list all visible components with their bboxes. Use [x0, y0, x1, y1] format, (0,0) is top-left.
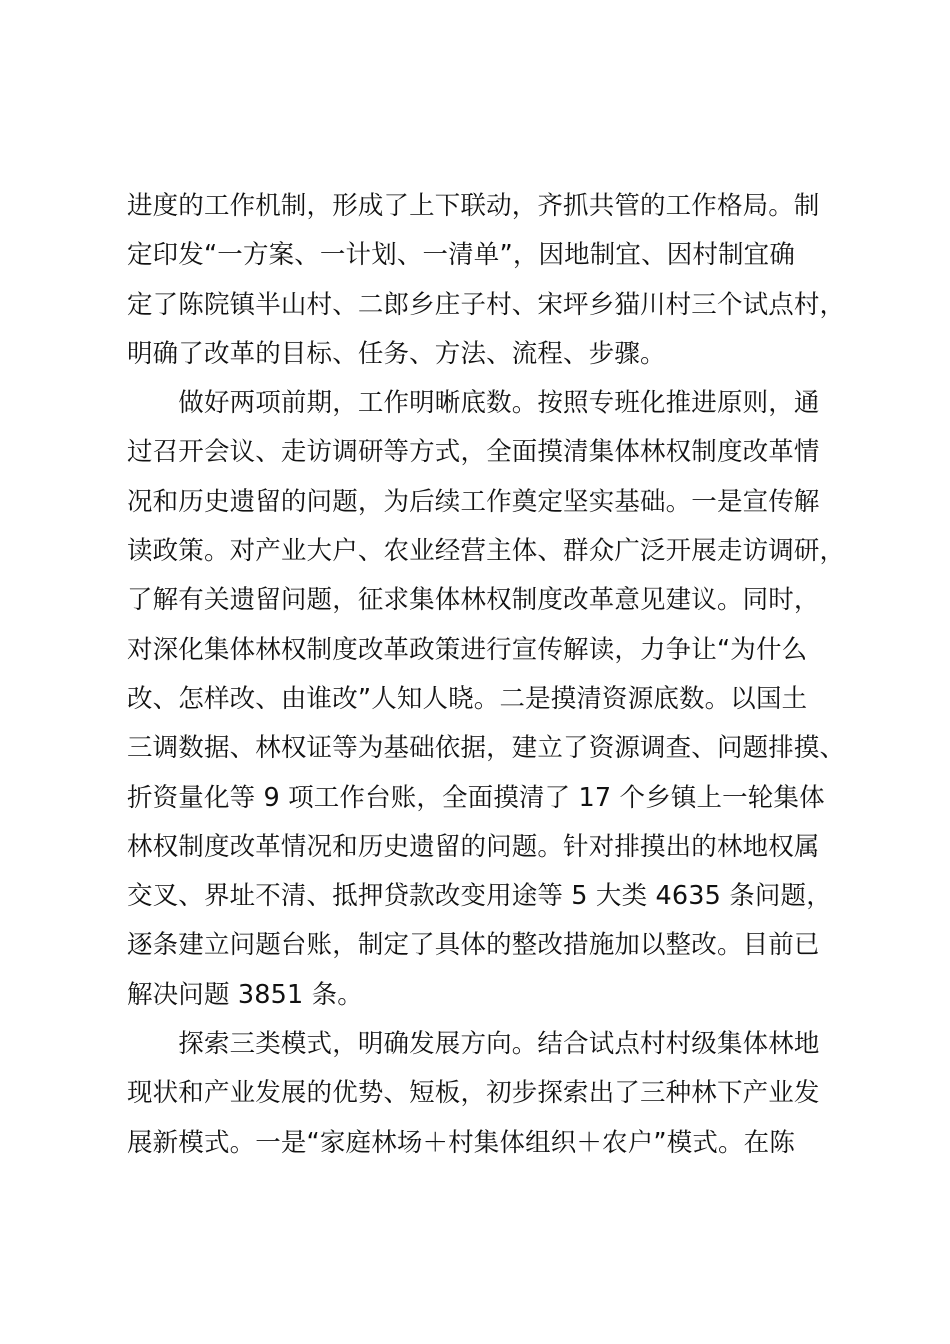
text-line: 读政策。对产业大户、农业经营主体、群众广泛开展走访调研， — [127, 536, 846, 567]
text-line: 定印发“一方案、一计划、一清单”，因地制宜、因村制宜确 — [127, 240, 795, 271]
text-line: 探索三类模式，明确发展方向。结合试点村村级集体林地 — [127, 1029, 820, 1060]
text-line: 折资量化等 9 项工作台账，全面摸清了 17 个乡镇上一轮集体 — [127, 782, 825, 813]
text-line: 过召开会议、走访调研等方式，全面摸清集体林权制度改革情 — [127, 437, 820, 468]
text-line: 明确了改革的目标、任务、方法、流程、步骤。 — [127, 338, 666, 369]
text-line: 林权制度改革情况和历史遗留的问题。针对排摸出的林地权属 — [127, 831, 820, 862]
text-line: 现状和产业发展的优势、短板，初步探索出了三种林下产业发 — [127, 1078, 820, 1109]
text-line: 定了陈院镇半山村、二郎乡庄子村、宋坪乡猫川村三个试点村， — [127, 289, 846, 320]
text-line: 逐条建立问题台账，制定了具体的整改措施加以整改。目前已 — [127, 930, 820, 961]
text-line: 了解有关遗留问题，征求集体林权制度改革意见建议。同时， — [127, 585, 820, 616]
text-line: 解决问题 3851 条。 — [127, 979, 363, 1010]
text-line: 对深化集体林权制度改革政策进行宣传解读，力争让“为什么 — [127, 634, 808, 665]
text-line: 展新模式。一是“家庭林场＋村集体组织＋农户”模式。在陈 — [127, 1127, 795, 1158]
document-body — [127, 182, 853, 1168]
text-line: 进度的工作机制，形成了上下联动，齐抓共管的工作格局。制 — [127, 191, 820, 221]
text-line: 况和历史遗留的问题，为后续工作奠定坚实基础。一是宣传解 — [127, 486, 820, 517]
text-line: 三调数据、林权证等为基础依据，建立了资源调查、问题排摸、 — [127, 733, 846, 764]
text-line: 改、怎样改、由谁改”人知人晓。二是摸清资源底数。以国土 — [127, 683, 808, 714]
text-line: 做好两项前期，工作明晰底数。按照专班化推进原则，通 — [127, 388, 820, 419]
text-line: 交叉、界址不清、抵押贷款改变用途等 5 大类 4635 条问题， — [127, 881, 832, 912]
